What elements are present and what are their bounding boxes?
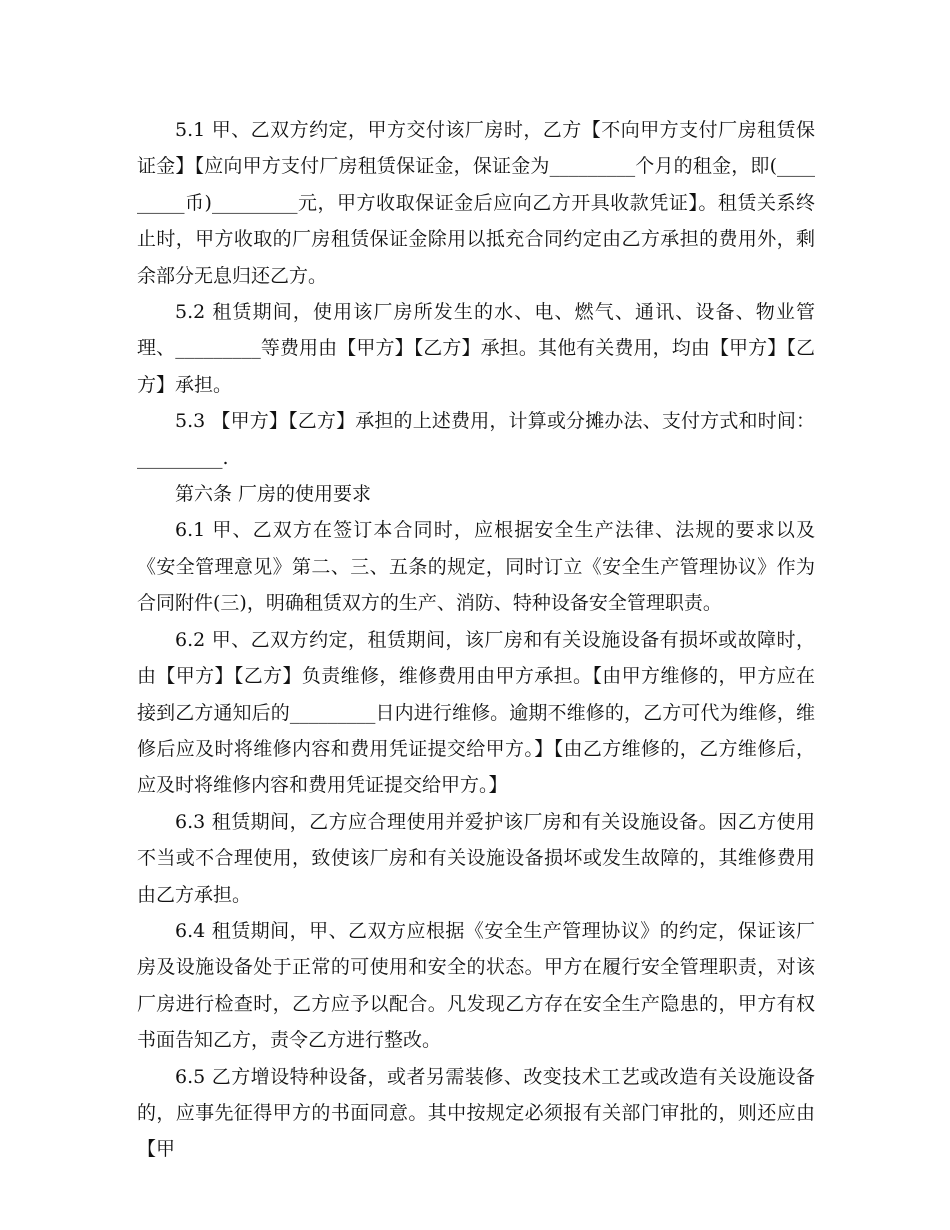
clause-6-2: 6.2 甲、乙双方约定，租赁期间，该厂房和有关设施设备有损坏或故障时，由【甲方】【乙方】负责维修，维修费用由甲方承担。【由甲方维修的，甲方应在接到乙方通知后的_________日内进行维修。逾期不维修的，乙方可代为维修，维修后应及时将维修内容和费用凭证提交给甲方。】【由乙方维修的，乙方维修后，应及时将维修内容和费用凭证提交给甲方。】 bbox=[137, 628, 815, 797]
clause-5-2: 5.2 租赁期间，使用该厂房所发生的水、电、燃气、通讯、设备、物业管理、_________等费用由【甲方】【乙方】承担。其他有关费用，均由【甲方】【乙方】承担。 bbox=[137, 301, 815, 396]
clause-6-3: 6.3 租赁期间，乙方应合理使用并爱护该厂房和有关设施设备。因乙方使用不当或不合理使用，致使该厂房和有关设施设备损坏或发生故障的，其维修费用由乙方承担。 bbox=[137, 810, 815, 906]
clause-6-5: 6.5 乙方增设特种设备，或者另需装修、改变技术工艺或改造有关设施设备的，应事先征得甲方的书面同意。其中按规定必须报有关部门审批的，则还应由【甲 bbox=[137, 1065, 815, 1161]
clause-6-4: 6.4 租赁期间，甲、乙双方应根据《安全生产管理协议》的约定，保证该厂房及设施设备处于正常的可使用和安全的状态。甲方在履行安全管理职责，对该厂房进行检查时，乙方应予以配合。凡发现乙方存在安全生产隐患的，甲方有权书面告知乙方，责令乙方进行整改。 bbox=[137, 919, 815, 1052]
article-6-heading: 第六条 厂房的使用要求 bbox=[175, 483, 372, 506]
clause-5-3: 5.3 【甲方】【乙方】承担的上述费用，计算或分摊办法、支付方式和时间：_________. bbox=[137, 410, 815, 469]
contract-body bbox=[137, 112, 815, 1168]
clause-6-1: 6.1 甲、乙双方在签订本合同时，应根据安全生产法律、法规的要求以及《安全管理意见》第二、三、五条的规定，同时订立《安全生产管理协议》作为合同附件(三)，明确租赁双方的生产、消防、特种设备安全管理职责。 bbox=[137, 519, 815, 615]
clause-5-1: 5.1 甲、乙双方约定，甲方交付该厂房时，乙方【不向甲方支付厂房租赁保证金】【应向甲方支付厂房租赁保证金，保证金为_________个月的租金，即(_________币)_________元，甲方收取保证金后应向乙方开具收款凭证】。租赁关系终止时，甲方收取的厂房租赁保证金除用以抵充合同约定由乙方承担的费用外，剩余部分无息归还乙方。 bbox=[137, 119, 815, 287]
